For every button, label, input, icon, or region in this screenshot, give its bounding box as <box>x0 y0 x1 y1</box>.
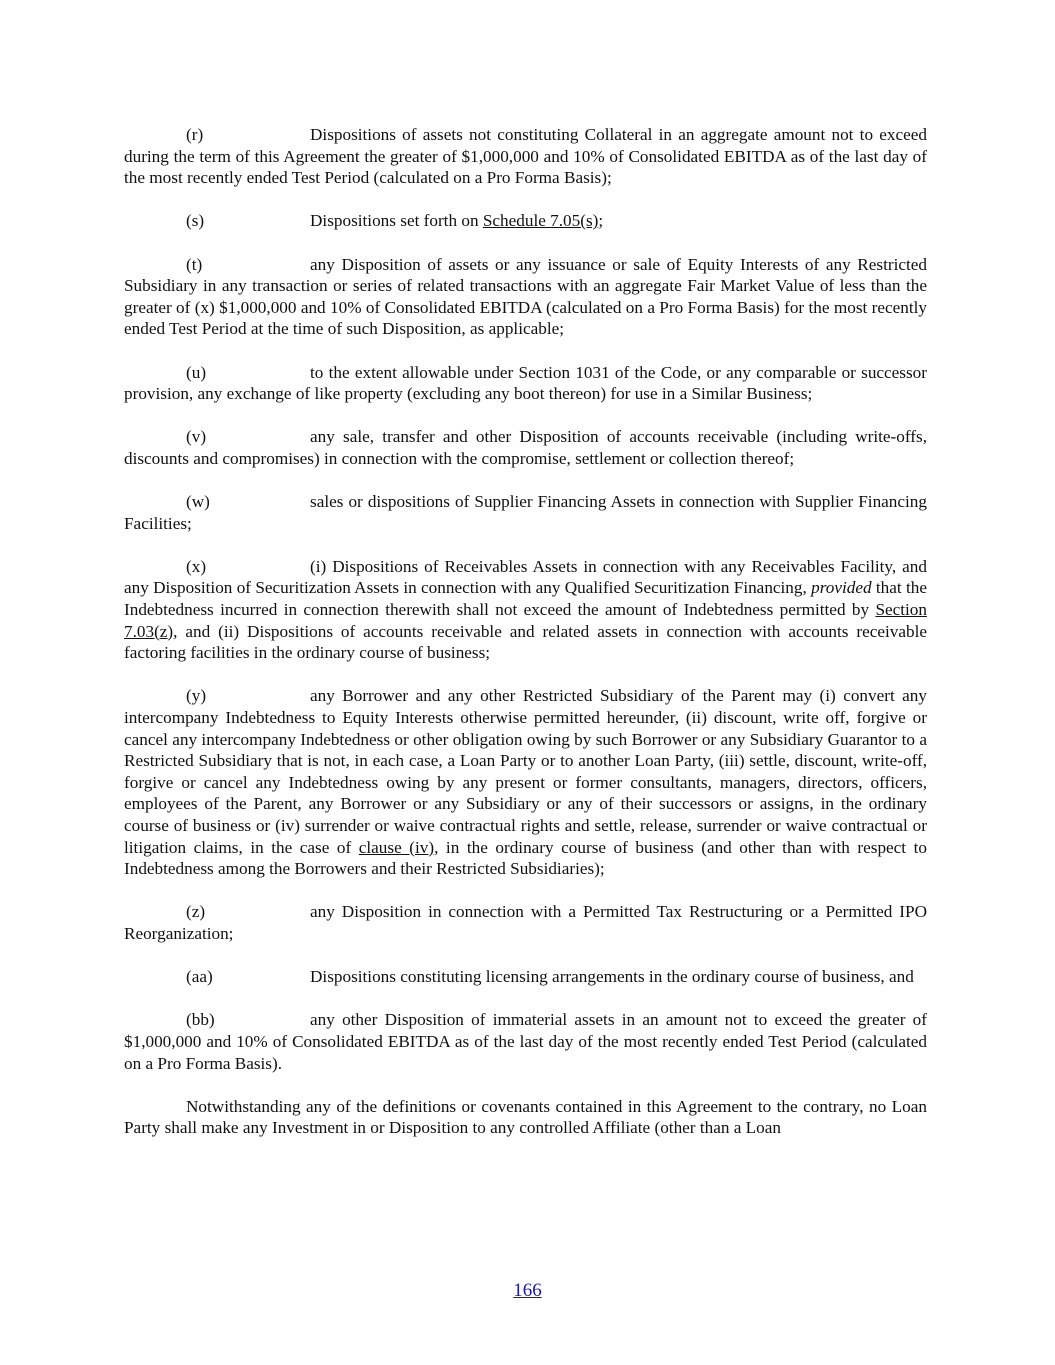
clause-text: Dispositions set forth on <box>310 211 483 231</box>
clause-label: (v) <box>186 427 207 447</box>
clause-s <box>124 210 927 232</box>
clause-text: any Borrower and any other Restricted Subsidiary of the Parent may (i) convert any intercompany Indebtedness to Equity Interests otherwise permitted hereunder, (ii) discount, write off, forgive or cancel any intercompany Indebtedness or other obligation owing by such Borrower or any Subsidiary Guarantor to a Restricted Subsidiary that is not, in each case, a Loan Party or to another Loan Party, (iii) settle, discount, write-off, forgive or cancel any Indebtedness owing by any present or former consultants, managers, directors, officers, employees of the Parent, any Borrower or any Subsidiary or any of their successors or assigns, in the ordinary course of business or (iv) surrender or waive contractual rights and settle, release, surrender or waive contractual or litigation claims, in the case of <box>124 686 927 857</box>
clause-label: (bb) <box>186 1010 215 1030</box>
clause-text: (i) Dispositions of Receivables Assets in connection with any Receivables Facility, and any Disposition of Securitization Assets in connection with any Qualified Securitization Financing, <box>124 556 927 598</box>
clause-label: (x) <box>186 556 207 576</box>
clause-aa <box>124 966 927 988</box>
page-number <box>0 1280 1055 1302</box>
clause-text: any Disposition in connection with a Permitted Tax Restructuring or a Permitted IPO Reorganization; <box>124 902 927 943</box>
clause-u <box>124 362 927 405</box>
clause-text: any sale, transfer and other Disposition of accounts receivable (including write-offs, discounts and compromises) in connection with the compromise, settlement or collection thereof; <box>124 427 927 468</box>
clause-y <box>124 685 927 879</box>
clause-text: Dispositions constituting licensing arrangements in the ordinary course of business, and <box>310 967 914 987</box>
clause-text: to the extent allowable under Section 1031 of the Code, or any comparable or successor provision, any exchange of like property (excluding any boot thereon) for use in a Similar Business; <box>124 362 927 404</box>
document-page <box>124 124 927 1139</box>
clause-w <box>124 491 927 534</box>
clause-text: any other Disposition of immaterial assets in an amount not to exceed the greater of $1,000,000 and 10% of Consolidated EBITDA as of the last day of the most recently ended Test Period (calculated on a Pro Forma Basis). <box>124 1010 927 1073</box>
clause-label: (u) <box>186 362 207 382</box>
clause-text: , in the ordinary course of business (and other than with respect to Indebtedness among the Borrowers and their Restricted Subsidiaries); <box>124 837 927 879</box>
clause-label: (w) <box>186 492 210 512</box>
clause-reference-link[interactable]: clause (iv) <box>358 837 435 857</box>
clause-x <box>124 556 927 664</box>
closing-paragraph: Notwithstanding any of the definitions or covenants contained in this Agreement to the contrary, no Loan Party shall make any Investment in or Disposition to any controlled Affiliate (other than a Loan <box>124 1096 927 1138</box>
schedule-reference-link[interactable]: Schedule 7.05(s) <box>482 211 599 231</box>
clause-italic-text: provided <box>811 578 872 598</box>
clause-label: (z) <box>186 902 206 922</box>
clause-v <box>124 426 927 469</box>
clause-text: sales or dispositions of Supplier Financing Assets in connection with Supplier Financing Facilities; <box>124 492 927 533</box>
clause-label: (r) <box>186 125 204 144</box>
page-number-link[interactable]: 166 <box>513 1280 542 1301</box>
clause-text: ; <box>598 211 604 231</box>
clause-label: (t) <box>186 254 203 274</box>
clause-bb <box>124 1009 927 1074</box>
clause-t <box>124 254 927 340</box>
clause-z <box>124 901 927 944</box>
section-reference-link[interactable]: Section 7.03(z) <box>124 600 927 641</box>
clause-label: (aa) <box>186 967 213 987</box>
clause-text: Dispositions of assets not constituting Collateral in an aggregate amount not to exceed during the term of this Agreement the greater of $1,000,000 and 10% of Consolidated EBITDA as of the last day of the most recently ended Test Period (calculated on a Pro Forma Basis); <box>124 125 927 188</box>
clause-label: (s) <box>186 211 205 231</box>
clause-r <box>124 124 927 189</box>
clause-text: , and (ii) Dispositions of accounts receivable and related assets in connection with accounts receivable factoring facilities in the ordinary course of business; <box>124 621 927 663</box>
clause-label: (y) <box>186 686 207 706</box>
clause-text: that the Indebtedness incurred in connection therewith shall not exceed the amount of Indebtedness permitted by <box>124 578 927 620</box>
clause-text: any Disposition of assets or any issuance or sale of Equity Interests of any Restricted Subsidiary in any transaction or series of related transactions with an aggregate Fair Market Value of less than the greater of (x) $1,000,000 and 10% of Consolidated EBITDA (calculated on a Pro Forma Basis) for the most recently ended Test Period at the time of such Disposition, as applicable; <box>124 254 927 339</box>
